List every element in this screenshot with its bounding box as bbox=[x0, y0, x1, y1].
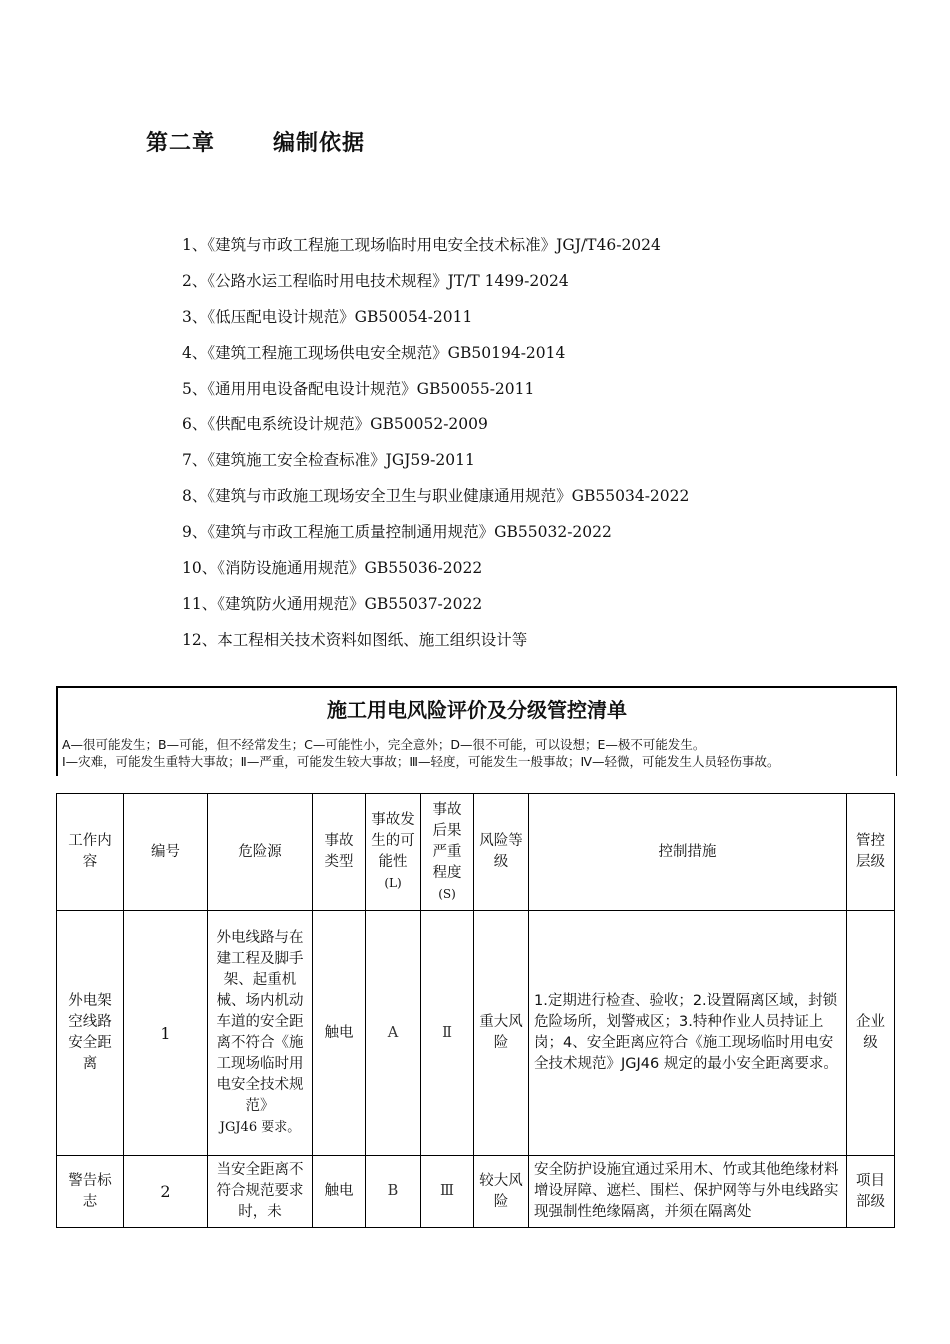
cell-type: 触电 bbox=[313, 911, 366, 1156]
table-header-row bbox=[57, 794, 895, 911]
cell-no: 1 bbox=[124, 911, 208, 1156]
cell-work: 警告标志 bbox=[57, 1156, 124, 1228]
reference-item: 12、本工程相关技术资料如图纸、施工组织设计等 bbox=[182, 630, 528, 649]
cell-control: 企业级 bbox=[847, 911, 895, 1156]
cell-level: 较大风险 bbox=[474, 1156, 529, 1228]
cell-no: 2 bbox=[124, 1156, 208, 1228]
reference-item: 7、《建筑施工安全检查标准》JGJ59-2011 bbox=[182, 451, 475, 470]
header-no: 编号 bbox=[124, 794, 208, 911]
legend-likelihood: A—很可能发生；B—可能，但不经常发生；C—可能性小，完全意外；D—很不可能，可以设想；E—极不可能发生。 bbox=[62, 737, 706, 752]
risk-sheet-header bbox=[56, 686, 897, 776]
chapter-title: 编制依据 bbox=[273, 131, 366, 156]
header-work: 工作内容 bbox=[57, 794, 124, 911]
reference-item: 6、《供配电系统设计规范》GB50052-2009 bbox=[182, 415, 488, 434]
reference-item: 3、《低压配电设计规范》GB50054-2011 bbox=[182, 307, 473, 326]
legend-severity: Ⅰ—灾难，可能发生重特大事故；Ⅱ—严重，可能发生较大事故；Ⅲ—轻度，可能发生一般事故；Ⅳ—轻微，可能发生人员轻伤事故。 bbox=[62, 754, 780, 769]
reference-item: 4、《建筑工程施工现场供电安全规范》GB50194-2014 bbox=[182, 343, 566, 362]
cell-measures: 安全防护设施宜通过采用木、竹或其他绝缘材料增设屏障、遮栏、围栏、保护网等与外电线路实现强制性绝缘隔离，并须在隔离处 bbox=[529, 1156, 847, 1228]
header-control: 管控层级 bbox=[847, 794, 895, 911]
chapter-number: 第二章 bbox=[146, 131, 216, 156]
reference-item: 9、《建筑与市政工程施工质量控制通用规范》GB55032-2022 bbox=[182, 523, 612, 542]
header-likelihood bbox=[366, 794, 421, 911]
cell-control: 项目部级 bbox=[847, 1156, 895, 1228]
cell-measures: 1.定期进行检查、验收；2.设置隔离区域，封锁危险场所，划警戒区；3.特种作业人员持证上岗；4、安全距离应符合《施工现场临时用电安全技术规范》JGJ46 规定的最小安全距离要求。 bbox=[529, 911, 847, 1156]
cell-likelihood: A bbox=[366, 911, 421, 1156]
cell-likelihood: B bbox=[366, 1156, 421, 1228]
reference-item: 2、《公路水运工程临时用电技术规程》JT/T 1499-2024 bbox=[182, 271, 569, 290]
cell-type: 触电 bbox=[313, 1156, 366, 1228]
risk-table bbox=[56, 793, 895, 1228]
cell-work: 外电架空线路安全距离 bbox=[57, 911, 124, 1156]
cell-hazard: 当安全距离不符合规范要求时，未 bbox=[208, 1156, 313, 1228]
header-severity-code: (S) bbox=[438, 886, 456, 901]
risk-table-title: 施工用电风险评价及分级管控清单 bbox=[327, 698, 627, 722]
header-severity bbox=[421, 794, 474, 911]
reference-item: 11、《建筑防火通用规范》GB55037-2022 bbox=[182, 594, 483, 613]
reference-item: 10、《消防设施通用规范》GB55036-2022 bbox=[182, 559, 483, 578]
table-row bbox=[57, 1156, 895, 1228]
cell-hazard bbox=[208, 911, 313, 1156]
reference-item: 1、《建筑与市政工程施工现场临时用电安全技术标准》JGJ/T46-2024 bbox=[182, 236, 661, 254]
risk-legend bbox=[58, 732, 896, 776]
cell-severity: Ⅱ bbox=[421, 911, 474, 1156]
header-level: 风险等级 bbox=[474, 794, 529, 911]
cell-hazard-tail: JGJ46 要求。 bbox=[219, 1120, 301, 1135]
header-likelihood-label: 事故发生的可能性 bbox=[371, 812, 415, 870]
cell-severity: Ⅲ bbox=[421, 1156, 474, 1228]
reference-item: 8、《建筑与市政施工现场安全卫生与职业健康通用规范》GB55034-2022 bbox=[182, 487, 690, 506]
header-likelihood-code: (L) bbox=[384, 876, 402, 890]
header-type: 事故类型 bbox=[313, 794, 366, 911]
header-severity-label: 事故后果严重程度 bbox=[432, 801, 462, 881]
reference-list bbox=[182, 232, 689, 663]
chapter-heading bbox=[146, 126, 365, 157]
header-hazard: 危险源 bbox=[208, 794, 313, 911]
table-row bbox=[57, 911, 895, 1156]
cell-hazard-text: 外电线路与在建工程及脚手架、起重机械、场内机动车道的安全距离不符合《施工现场临时用电安全技术规范》 bbox=[216, 930, 304, 1114]
cell-level: 重大风险 bbox=[474, 911, 529, 1156]
reference-item: 5、《通用用电设备配电设计规范》GB50055-2011 bbox=[182, 379, 535, 398]
header-measures: 控制措施 bbox=[529, 794, 847, 911]
